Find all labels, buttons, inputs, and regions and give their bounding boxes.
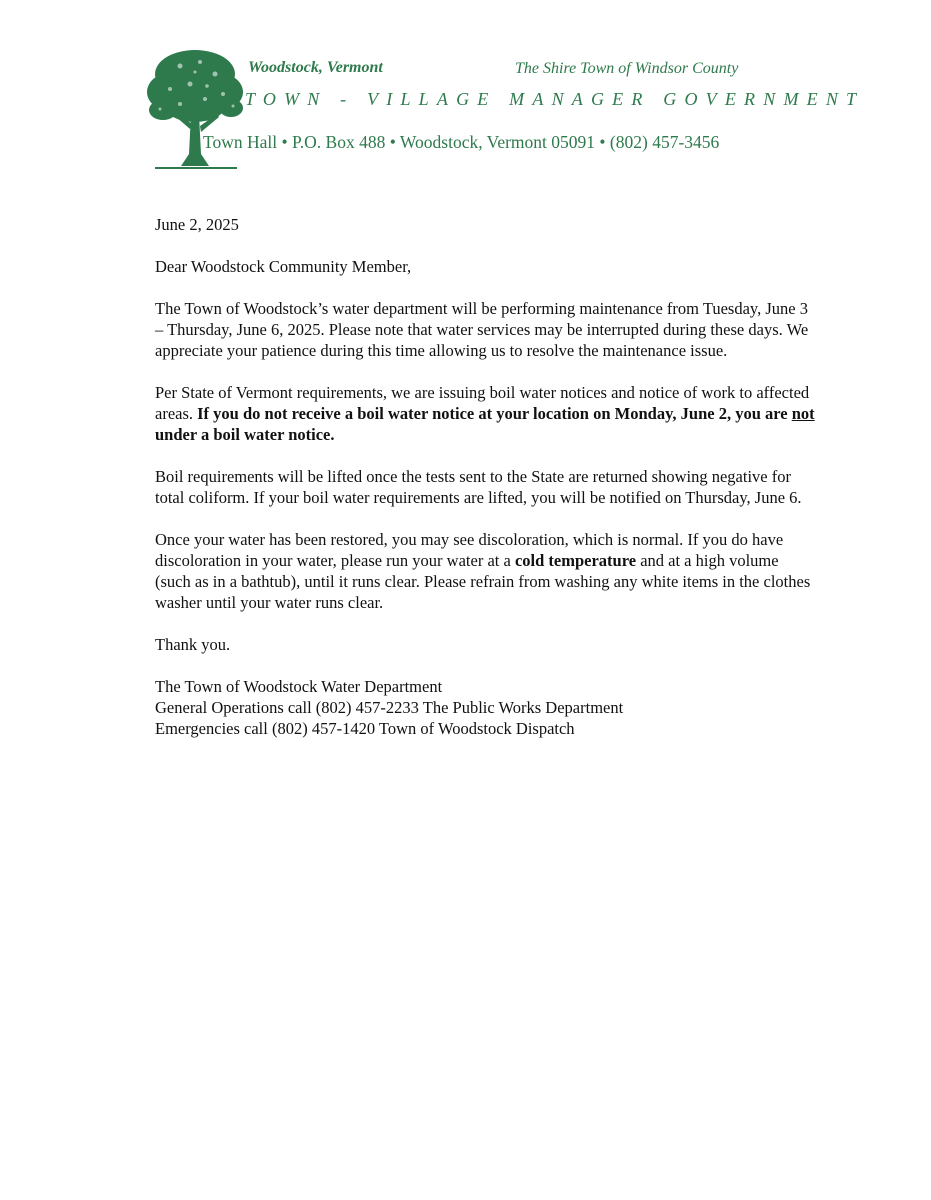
discoloration-text-b: and at a high volume (such as in a bathtub), until it runs clear. Please refrain from washing any white items in the clothes washer until your water runs clear. xyxy=(155,551,811,612)
discoloration-text-a: Once your water has been restored, you may see discoloration, which is normal. If you do have discoloration in your water, please run your water at a xyxy=(155,530,784,570)
signature-general-operations: General Operations call (802) 457-2233 The Public Works Department xyxy=(155,698,624,717)
letter-signature xyxy=(155,676,815,739)
paragraph-discoloration xyxy=(155,529,815,613)
signature-emergencies: Emergencies call (802) 457-1420 Town of Woodstock Dispatch xyxy=(155,719,575,738)
letter-salutation: Dear Woodstock Community Member, xyxy=(155,257,412,276)
letter-date: June 2, 2025 xyxy=(155,215,239,234)
letter-body xyxy=(155,214,815,760)
letterhead xyxy=(0,0,931,190)
discoloration-bold: cold temperature xyxy=(514,551,637,570)
paragraph-boil-notice xyxy=(155,382,815,445)
signature-department: The Town of Woodstock Water Department xyxy=(155,677,443,696)
boil-notice-bold-underlined: not xyxy=(791,404,815,423)
tree-logo-icon xyxy=(145,44,245,174)
letterhead-shire-town: The Shire Town of Windsor County xyxy=(515,60,739,77)
letter-closing: Thank you. xyxy=(155,635,231,654)
paragraph-maintenance: The Town of Woodstock’s water department will be performing maintenance from Tuesday, June 3 – Thursday, June 6, 2025. Please note that water services may be interrupted during these days. We appreciate your patience during this time allowing us to resolve the maintenance issue. xyxy=(155,299,809,360)
letterhead-address: Town Hall • P.O. Box 488 • Woodstock, Vermont 05091 • (802) 457-3456 xyxy=(203,132,720,152)
letterhead-town: Woodstock, Vermont xyxy=(248,59,383,76)
boil-notice-bold-a: If you do not receive a boil water notice at your location on Monday, June 2, you are xyxy=(197,404,788,423)
paragraph-boil-lifted: Boil requirements will be lifted once the tests sent to the State are returned showing negative for total coliform. If your boil water requirements are lifted, you will be notified on Thursday, June 6. xyxy=(155,467,802,507)
boil-notice-text: Per State of Vermont requirements, we are issuing boil water notices and notice of work to affected areas. xyxy=(155,383,810,423)
boil-notice-bold-b: under a boil water notice. xyxy=(155,425,335,444)
letterhead-government: TOWN - VILLAGE MANAGER GOVERNMENT xyxy=(245,89,865,109)
